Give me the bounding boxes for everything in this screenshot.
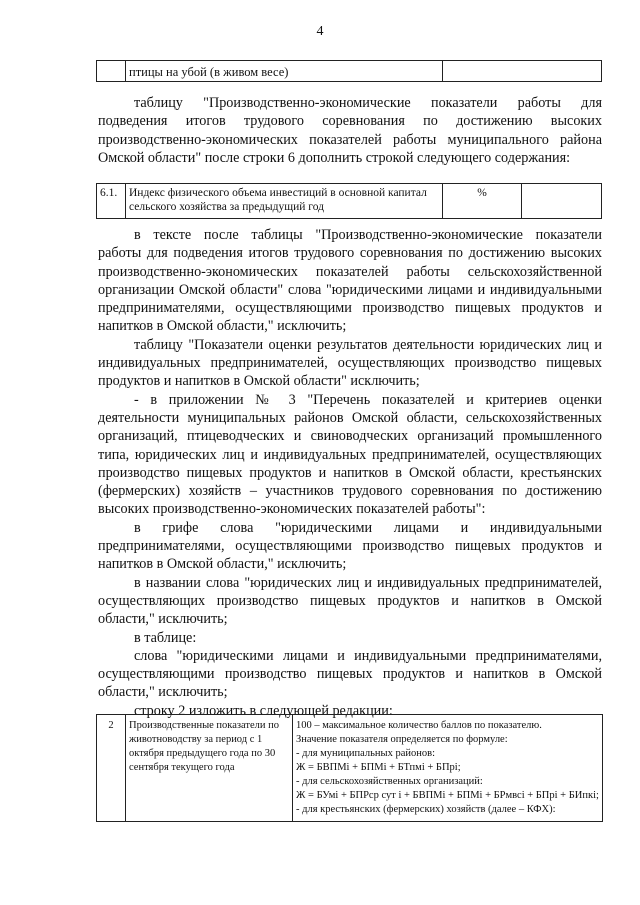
text-block-top: [98, 94, 602, 167]
table-cell-unit: %: [443, 184, 522, 219]
formula-line: Ж = БУмі + БПРср сут і + БВПМі + БПМі + БРмвсі + БПрі + БИпкі;: [296, 790, 599, 801]
paragraph: в грифе слова "юридическими лицами и индивидуальными предпринимателями, осуществляющими производство пищевых продуктов и напитков в Омской области," исключить;: [98, 519, 602, 573]
table-cell-text: птицы на убой (в живом весе): [126, 61, 443, 82]
paragraph: строку 2 изложить в следующей редакции:: [134, 702, 393, 719]
formula-line: 100 – максимальное количество баллов по показателю.: [296, 720, 542, 731]
table-cell-formula: [293, 715, 603, 822]
table-row: [97, 61, 602, 82]
paragraph: слова "юридическими лицами и индивидуальными предпринимателями, осуществляющими производство пищевых продуктов и напитков в Омской области," исключить;: [98, 647, 602, 701]
paragraph: в названии слова "юридических лиц и индивидуальных предпринимателей, осуществляющих производство пищевых продуктов и напитков в Омской области," исключить;: [98, 574, 602, 628]
paragraph: таблицу "Показатели оценки результатов деятельности юридических лиц и индивидуальных предпринимателей, осуществляющих производство пищевых продуктов и напитков в Омской области" исключить;: [98, 336, 602, 390]
page-number: 4: [316, 24, 324, 39]
paragraph: в тексте после таблицы "Производственно-экономические показатели работы для подведения итогов трудового соревнования по достижению высоких производственно-экономических показателей работы сельскохозяйственной организации Омской области" слова "юридическими лицами и индивидуальными предпринимателями, осуществляющими производство пищевых продуктов и напитков в Омской области," исключить;: [98, 227, 602, 335]
paragraph: - в приложении № 3 "Перечень показателей и критериев оценки деятельности муниципальных районов Омской области, сельскохозяйственных организаций, птицеводческих и свиноводческих организаций промышленного типа, юридических лиц и индивидуальных предпринимателей, осуществляющих производство пищевых продуктов и напитков в Омской области, крестьянских (фермерских) хозяйств – участников трудового соревнования по достижению высоких производственно-экономических показателей работы":: [98, 391, 602, 518]
table-row: [97, 184, 602, 219]
table-cell-indicator: Производственные показатели по животноводству за период с 1 октября предыдущего года по 30 сентября текущего года: [126, 715, 293, 822]
table-cell-extra: [443, 61, 602, 82]
table-insert-row: [96, 183, 602, 219]
formula-line: Ж = БВПМі + БПМі + БТпмі + БПрі;: [296, 762, 461, 773]
table-cell-value: [522, 184, 602, 219]
paragraph: в таблице:: [134, 629, 197, 646]
table-row-2: [96, 714, 603, 822]
formula-line: Значение показателя определяется по формуле:: [296, 734, 508, 745]
formula-line: - для сельскохозяйственных организаций:: [296, 776, 483, 787]
table-cell-number: [97, 61, 126, 82]
formula-line: - для муниципальных районов:: [296, 748, 436, 759]
table-cell-number: 6.1.: [97, 184, 126, 219]
table-continuation: [96, 60, 602, 82]
table-cell-indicator: Индекс физического объема инвестиций в основной капитал сельского хозяйства за предыдущий год: [126, 184, 443, 219]
table-row: [97, 715, 603, 822]
table-cell-number: 2: [97, 715, 126, 822]
formula-line: - для крестьянских (фермерских) хозяйств (далее – КФХ):: [296, 804, 556, 815]
text-block-main: [98, 226, 602, 720]
paragraph: таблицу "Производственно-экономические показатели работы для подведения итогов трудового соревнования по достижению высоких производственно-экономических показателей работы муниципального района Омской области" после строки 6 дополнить строкой следующего содержания:: [98, 95, 602, 166]
